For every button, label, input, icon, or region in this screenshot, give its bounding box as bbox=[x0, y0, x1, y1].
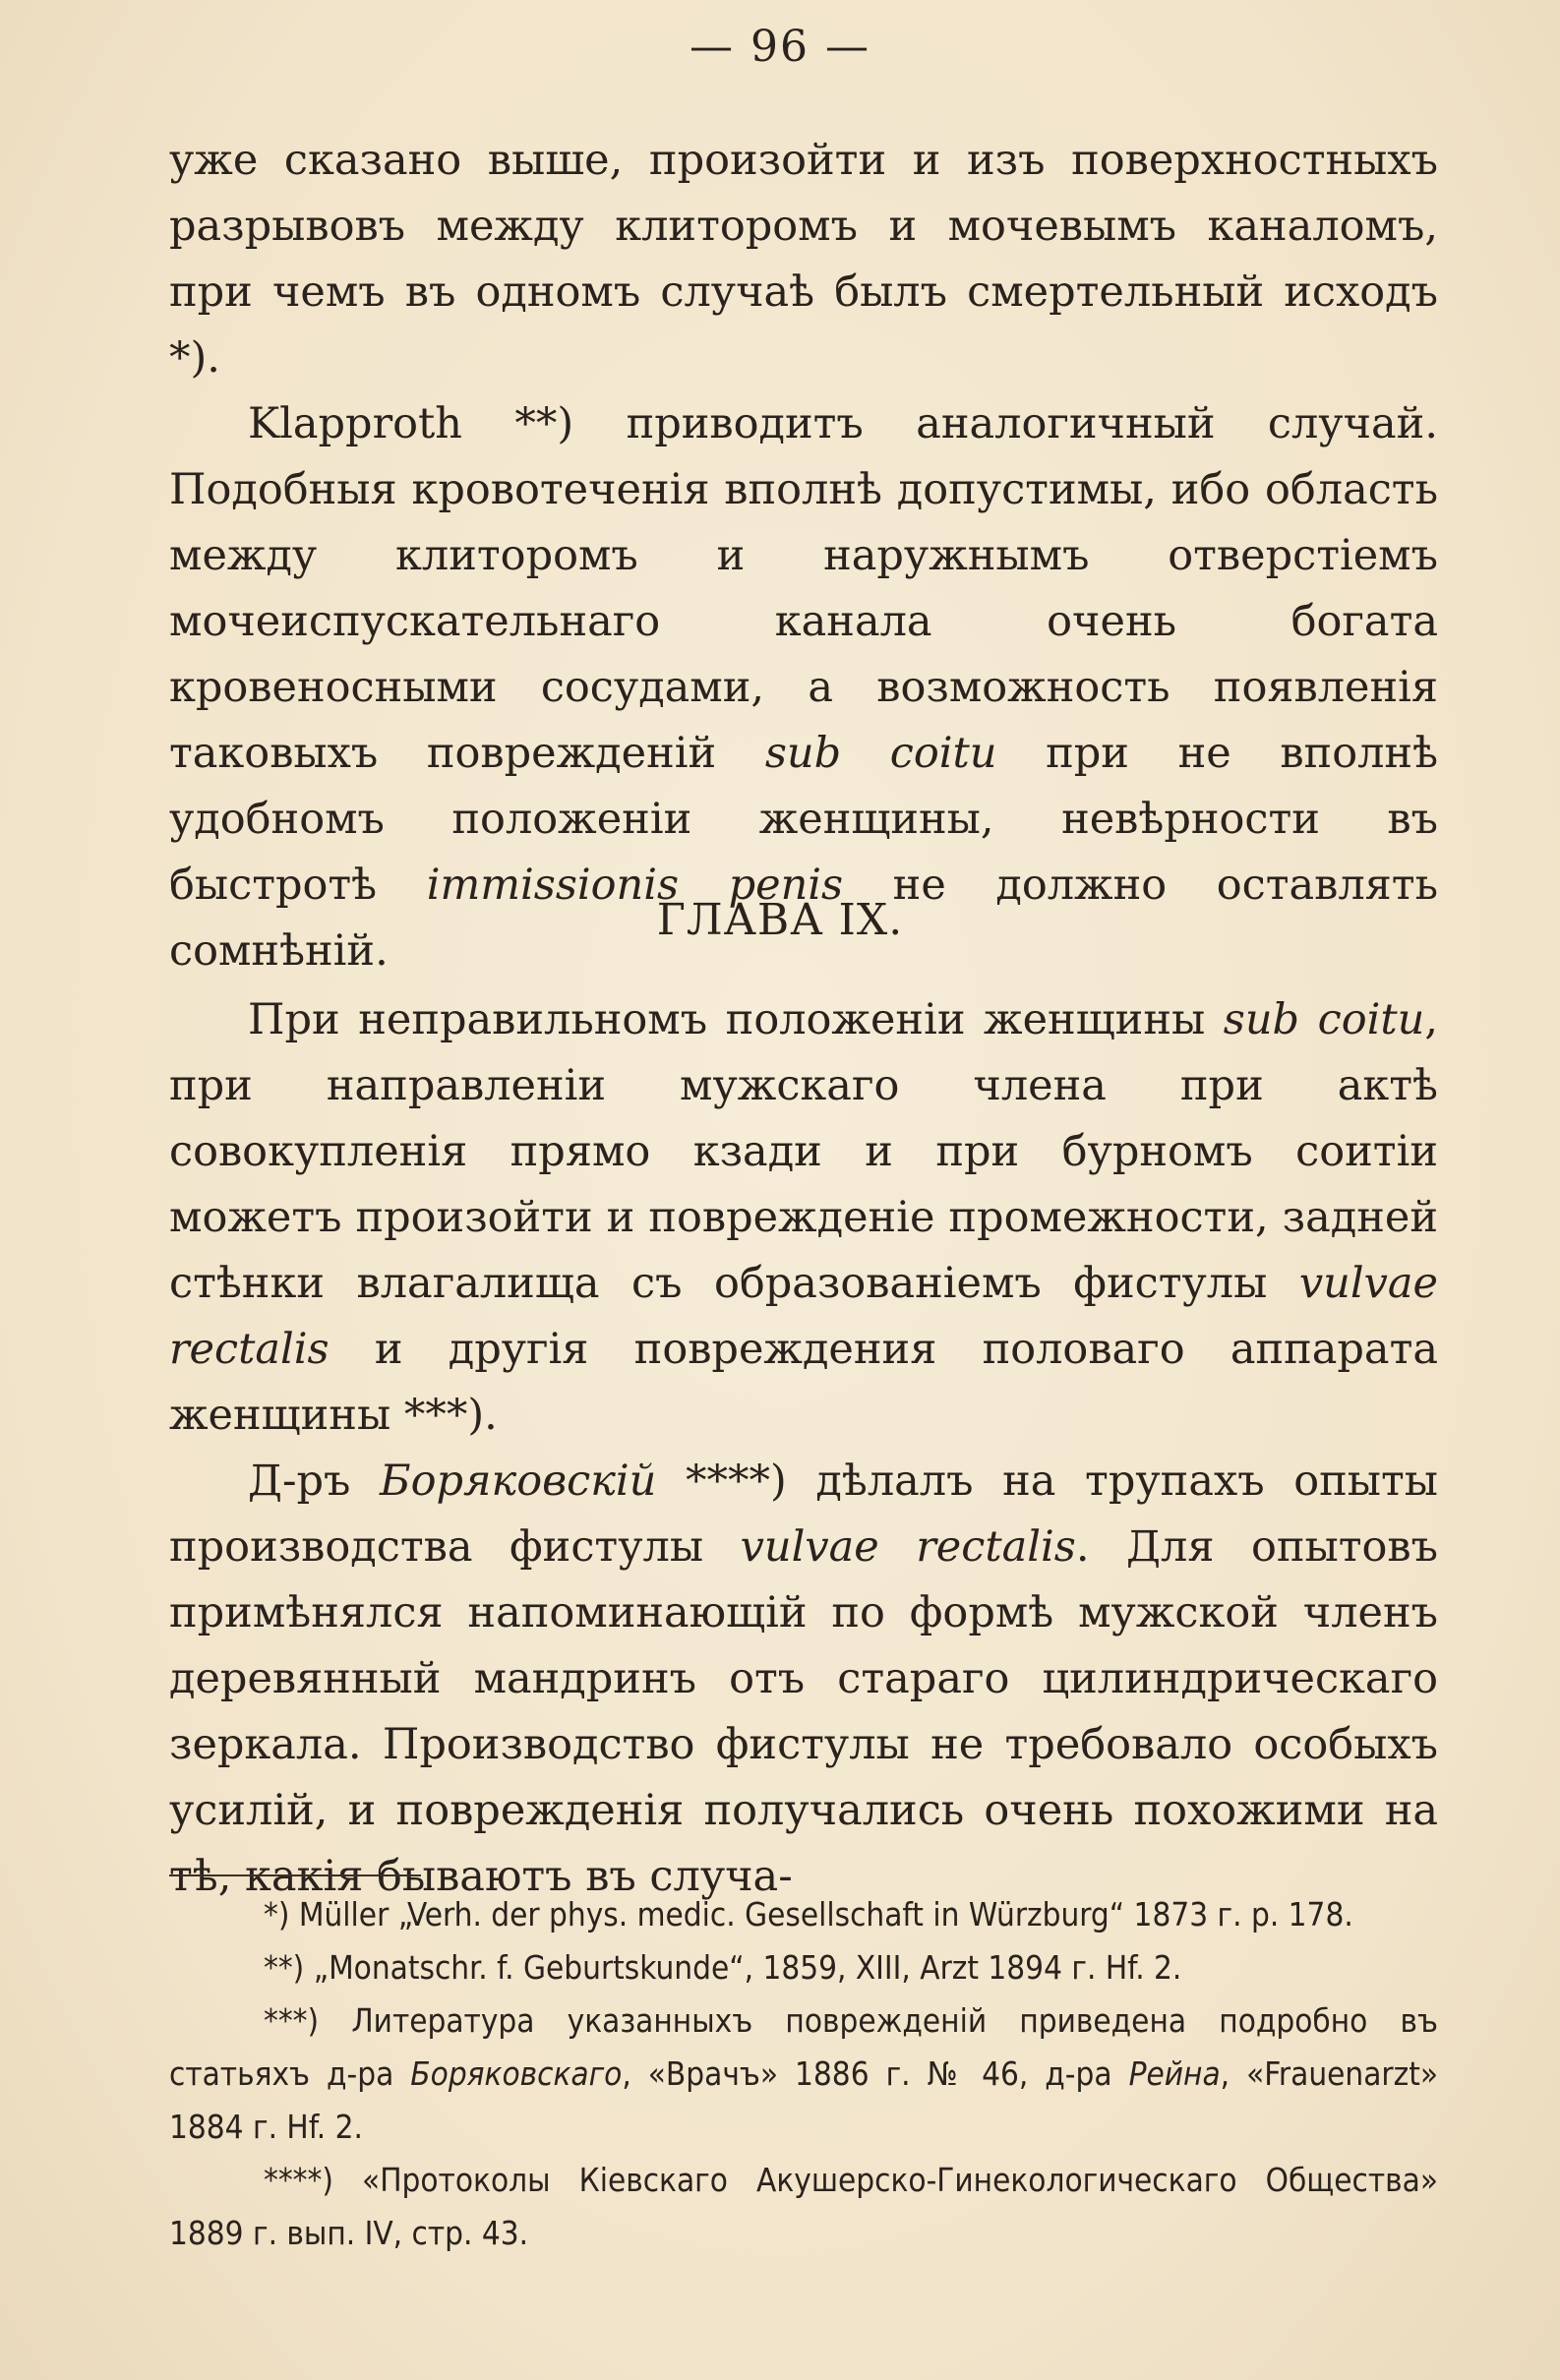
paragraph-klapproth: Klapproth **) приводитъ аналогичный случай. Подобныя кровотеченія вполнѣ допустимы, ибо область между клиторомъ и наружнымъ отверстіемъ мочеиспускательнаго канала очень богата кровеносными сосудами, а возможность появленія таковыхъ поврежденій sub coitu при не вполнѣ удобномъ положеніи женщины, невѣрности въ быстротѣ immissionis penis не должно оставлять сомнѣній. bbox=[169, 399, 1439, 976]
text-block-chapter bbox=[169, 987, 1438, 1910]
footnote-separator bbox=[169, 1874, 421, 1876]
chapter-heading: ГЛАВА IX. bbox=[656, 895, 904, 945]
footnote-1: *) Müller „Verh. der phys. medic. Gesellschaft in Würzburg“ 1873 г. p. 178. bbox=[264, 1895, 1353, 1934]
footnote-4: ****) «Протоколы Кіевскаго Акушерско-Гинекологическаго Общества» 1889 г. вып. IV, стр. 43. bbox=[169, 2161, 1438, 2252]
text-block-top bbox=[169, 128, 1438, 984]
footnotes bbox=[169, 1888, 1438, 2260]
paragraph-continued: уже сказано выше, произойти и изъ поверхностныхъ разрывовъ между клиторомъ и мочевымъ каналомъ, при чемъ въ одномъ случаѣ былъ смертельный исходъ *). bbox=[169, 136, 1438, 383]
paragraph-chapter-intro: При неправильномъ положеніи женщины sub coitu, при направленіи мужскаго члена при актѣ совокупленія прямо кзади и при бурномъ соитіи можетъ произойти и поврежденіе промежности, задней стѣнки влагалища съ образованіемъ фистулы vulvae rectalis и другія повреждения половаго аппарата женщины ***). bbox=[169, 995, 1439, 1440]
paragraph-boryakovsky: Д-ръ Боряковскій ****) дѣлалъ на трупахъ опыты производства фистулы vulvae rectalis. Для опытовъ примѣнялся напоминающій по формѣ мужской членъ деревянный мандринъ отъ стараго цилиндрическаго зеркала. Производство фистулы не требовало особыхъ усилій, и поврежденія получались очень похожими на тѣ, какія бываютъ въ случа- bbox=[169, 1457, 1438, 1901]
footnote-2: **) „Monatschr. f. Geburtskunde“, 1859, XIII, Arzt 1894 г. Hf. 2. bbox=[264, 1948, 1182, 1987]
footnote-3: ***) Литература указанныхъ поврежденій приведена подробно въ статьяхъ д-ра Боряковскаго, «Врачъ» 1886 г. № 46, д-ра Рейна, «Frauenarzt» 1884 г. Hf. 2. bbox=[169, 2001, 1438, 2146]
page-number: — 96 — bbox=[690, 22, 870, 72]
